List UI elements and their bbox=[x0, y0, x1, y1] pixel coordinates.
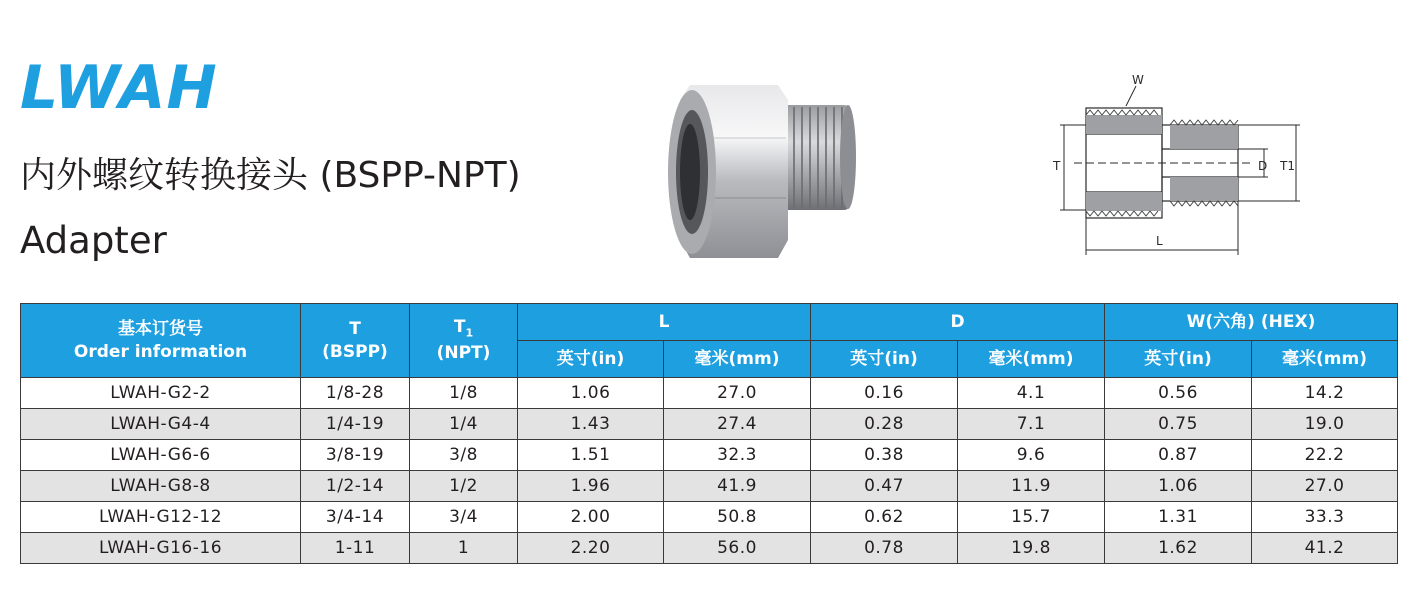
cell-t: 1/2-14 bbox=[301, 471, 410, 502]
cell-l-mm: 41.9 bbox=[664, 471, 811, 502]
label-t1: T1 bbox=[1280, 159, 1295, 173]
cell-w-in: 0.56 bbox=[1105, 378, 1252, 409]
header-l-mm: 毫米(mm) bbox=[664, 341, 811, 378]
header-l-in: 英寸(in) bbox=[518, 341, 664, 378]
header-d-in: 英寸(in) bbox=[811, 341, 958, 378]
cell-d-mm: 15.7 bbox=[958, 502, 1105, 533]
cell-l-in: 1.96 bbox=[518, 471, 664, 502]
cell-t1: 3/4 bbox=[410, 502, 518, 533]
header-w-mm: 毫米(mm) bbox=[1252, 341, 1398, 378]
header-t bbox=[301, 304, 410, 378]
label-l: L bbox=[1156, 234, 1163, 248]
header-t-sub: (BSPP) bbox=[322, 341, 388, 362]
cell-t1: 1/4 bbox=[410, 409, 518, 440]
product-code-title: LWAH bbox=[20, 53, 218, 123]
cell-t1: 1 bbox=[410, 533, 518, 564]
cell-l-in: 1.51 bbox=[518, 440, 664, 471]
header-order bbox=[21, 304, 301, 378]
cell-d-mm: 4.1 bbox=[958, 378, 1105, 409]
header-order-en: Order information bbox=[73, 341, 248, 362]
cell-t1: 1/8 bbox=[410, 378, 518, 409]
table-row bbox=[21, 409, 1398, 440]
cell-l-mm: 27.4 bbox=[664, 409, 811, 440]
header-l: L bbox=[518, 304, 811, 341]
product-name-en: Adapter bbox=[20, 219, 167, 262]
adapter-photo bbox=[660, 80, 860, 270]
product-name-cn: 内外螺纹转换接头 (BSPP-NPT) bbox=[20, 155, 521, 196]
cell-t: 1/8-28 bbox=[301, 378, 410, 409]
cell-l-mm: 27.0 bbox=[664, 378, 811, 409]
cell-l-in: 2.20 bbox=[518, 533, 664, 564]
header-w: W(六角) (HEX) bbox=[1105, 304, 1398, 341]
table-row bbox=[21, 502, 1398, 533]
header-d-mm: 毫米(mm) bbox=[958, 341, 1105, 378]
cell-order: LWAH-G16-16 bbox=[21, 533, 301, 564]
cell-w-mm: 27.0 bbox=[1252, 471, 1398, 502]
table-row bbox=[21, 440, 1398, 471]
header-t1-unit: (NPT) bbox=[436, 342, 491, 363]
cell-d-in: 0.62 bbox=[811, 502, 958, 533]
cell-order: LWAH-G6-6 bbox=[21, 440, 301, 471]
cell-w-in: 0.75 bbox=[1105, 409, 1252, 440]
header-t1-main: T bbox=[453, 317, 466, 338]
cell-d-mm: 7.1 bbox=[958, 409, 1105, 440]
cell-w-mm: 41.2 bbox=[1252, 533, 1398, 564]
cell-w-mm: 19.0 bbox=[1252, 409, 1398, 440]
cell-t: 1/4-19 bbox=[301, 409, 410, 440]
cell-order: LWAH-G12-12 bbox=[21, 502, 301, 533]
cell-d-mm: 9.6 bbox=[958, 440, 1105, 471]
cell-w-in: 1.31 bbox=[1105, 502, 1252, 533]
cell-l-in: 1.06 bbox=[518, 378, 664, 409]
cell-t: 3/4-14 bbox=[301, 502, 410, 533]
header-t1-label bbox=[410, 316, 517, 341]
label-w: W bbox=[1132, 73, 1144, 87]
spec-table bbox=[20, 303, 1398, 564]
cell-d-mm: 11.9 bbox=[958, 471, 1105, 502]
cell-d-in: 0.16 bbox=[811, 378, 958, 409]
label-d: D bbox=[1258, 159, 1268, 173]
cell-t1: 1/2 bbox=[410, 471, 518, 502]
cell-t: 3/8-19 bbox=[301, 440, 410, 471]
cell-d-in: 0.78 bbox=[811, 533, 958, 564]
cell-order: LWAH-G2-2 bbox=[21, 378, 301, 409]
table-row bbox=[21, 533, 1398, 564]
cell-l-in: 1.43 bbox=[518, 409, 664, 440]
cell-d-in: 0.47 bbox=[811, 471, 958, 502]
cell-order: LWAH-G4-4 bbox=[21, 409, 301, 440]
cell-l-mm: 56.0 bbox=[664, 533, 811, 564]
header-t1 bbox=[410, 304, 518, 378]
cell-l-mm: 32.3 bbox=[664, 440, 811, 471]
cell-d-in: 0.38 bbox=[811, 440, 958, 471]
header-t1-subscript: 1 bbox=[465, 326, 474, 340]
header-order-cn: 基本订货号 bbox=[118, 318, 203, 339]
table-row bbox=[21, 378, 1398, 409]
cell-w-in: 1.06 bbox=[1105, 471, 1252, 502]
cell-d-mm: 19.8 bbox=[958, 533, 1105, 564]
cell-t: 1-11 bbox=[301, 533, 410, 564]
label-t: T bbox=[1053, 159, 1061, 173]
header-w-in: 英寸(in) bbox=[1105, 341, 1252, 378]
cell-order: LWAH-G8-8 bbox=[21, 471, 301, 502]
cell-w-in: 0.87 bbox=[1105, 440, 1252, 471]
cell-l-in: 2.00 bbox=[518, 502, 664, 533]
cell-w-mm: 22.2 bbox=[1252, 440, 1398, 471]
cell-l-mm: 50.8 bbox=[664, 502, 811, 533]
cell-d-in: 0.28 bbox=[811, 409, 958, 440]
cell-w-mm: 33.3 bbox=[1252, 502, 1398, 533]
cell-w-mm: 14.2 bbox=[1252, 378, 1398, 409]
header-d: D bbox=[811, 304, 1105, 341]
header-t-label: T bbox=[349, 318, 361, 339]
cell-t1: 3/8 bbox=[410, 440, 518, 471]
dimension-diagram bbox=[1050, 70, 1310, 270]
cell-w-in: 1.62 bbox=[1105, 533, 1252, 564]
table-row bbox=[21, 471, 1398, 502]
